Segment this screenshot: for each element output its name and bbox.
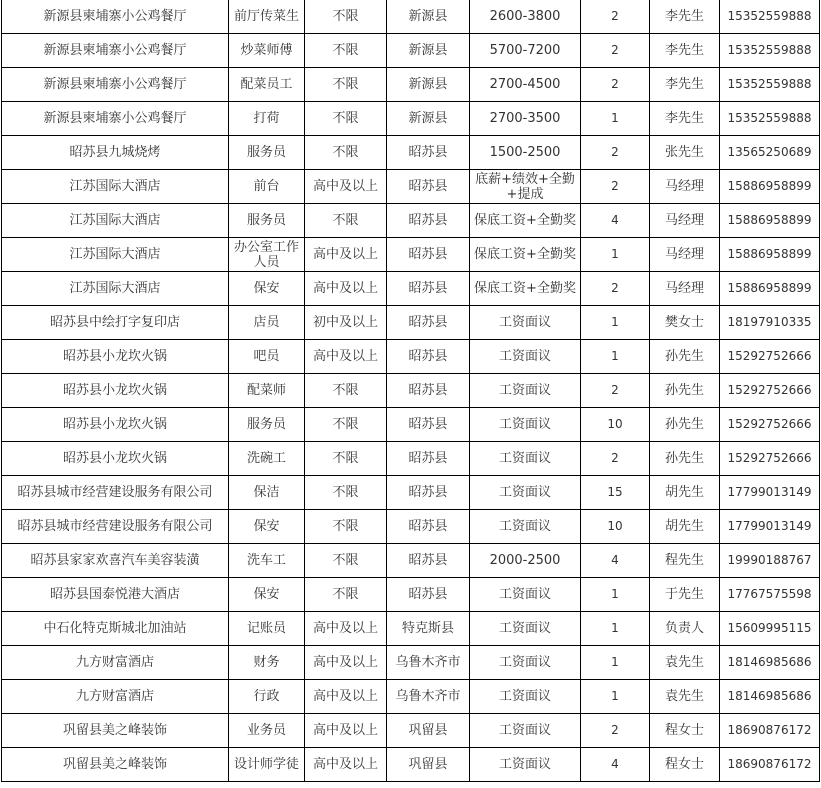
contact-person-cell: 马经理 — [650, 238, 720, 272]
education-cell: 不限 — [305, 204, 387, 238]
employer-cell: 新源县柬埔寨小公鸡餐厅 — [2, 102, 229, 136]
location-cell: 昭苏县 — [387, 408, 470, 442]
headcount-cell: 1 — [581, 680, 650, 714]
phone-cell: 18690876172 — [720, 748, 820, 782]
location-cell: 昭苏县 — [387, 306, 470, 340]
education-cell: 高中及以上 — [305, 238, 387, 272]
position-cell: 财务 — [229, 646, 305, 680]
table-row — [2, 612, 820, 646]
education-cell: 高中及以上 — [305, 170, 387, 204]
position-cell: 打荷 — [229, 102, 305, 136]
headcount-cell: 1 — [581, 306, 650, 340]
table-row — [2, 680, 820, 714]
headcount-cell: 15 — [581, 476, 650, 510]
education-cell: 高中及以上 — [305, 340, 387, 374]
location-cell: 昭苏县 — [387, 476, 470, 510]
contact-person-cell: 李先生 — [650, 102, 720, 136]
contact-person-cell: 孙先生 — [650, 408, 720, 442]
headcount-cell: 2 — [581, 374, 650, 408]
salary-cell: 工资面议 — [470, 510, 581, 544]
location-cell: 昭苏县 — [387, 340, 470, 374]
salary-cell: 工资面议 — [470, 374, 581, 408]
headcount-cell: 4 — [581, 544, 650, 578]
employer-cell: 江苏国际大酒店 — [2, 204, 229, 238]
position-cell: 前厅传菜生 — [229, 0, 305, 34]
location-cell: 特克斯县 — [387, 612, 470, 646]
salary-cell: 2600-3800 — [470, 0, 581, 34]
employer-cell: 昭苏县中绘打字复印店 — [2, 306, 229, 340]
headcount-cell: 10 — [581, 510, 650, 544]
table-row — [2, 0, 820, 34]
position-cell: 洗车工 — [229, 544, 305, 578]
position-cell: 店员 — [229, 306, 305, 340]
location-cell: 新源县 — [387, 0, 470, 34]
education-cell: 不限 — [305, 476, 387, 510]
location-cell: 昭苏县 — [387, 442, 470, 476]
position-cell: 服务员 — [229, 136, 305, 170]
table-row — [2, 442, 820, 476]
employer-cell: 巩留县美之峰装饰 — [2, 748, 229, 782]
phone-cell: 19990188767 — [720, 544, 820, 578]
contact-person-cell: 袁先生 — [650, 646, 720, 680]
contact-person-cell: 李先生 — [650, 0, 720, 34]
table-row — [2, 306, 820, 340]
headcount-cell: 2 — [581, 0, 650, 34]
table-row — [2, 238, 820, 272]
table-row — [2, 204, 820, 238]
location-cell: 乌鲁木齐市 — [387, 646, 470, 680]
job-listing-table — [1, 0, 820, 782]
table-row — [2, 272, 820, 306]
location-cell: 昭苏县 — [387, 204, 470, 238]
salary-cell: 工资面议 — [470, 612, 581, 646]
phone-cell: 18197910335 — [720, 306, 820, 340]
phone-cell: 15352559888 — [720, 68, 820, 102]
employer-cell: 江苏国际大酒店 — [2, 170, 229, 204]
position-cell: 吧员 — [229, 340, 305, 374]
headcount-cell: 1 — [581, 646, 650, 680]
contact-person-cell: 马经理 — [650, 170, 720, 204]
employer-cell: 新源县柬埔寨小公鸡餐厅 — [2, 0, 229, 34]
education-cell: 不限 — [305, 34, 387, 68]
position-cell: 炒菜师傅 — [229, 34, 305, 68]
education-cell: 初中及以上 — [305, 306, 387, 340]
headcount-cell: 1 — [581, 102, 650, 136]
phone-cell: 15352559888 — [720, 0, 820, 34]
job-listing-body — [2, 0, 820, 782]
education-cell: 高中及以上 — [305, 272, 387, 306]
salary-cell: 保底工资+全勤奖 — [470, 272, 581, 306]
phone-cell: 15886958899 — [720, 272, 820, 306]
contact-person-cell: 程女士 — [650, 714, 720, 748]
contact-person-cell: 胡先生 — [650, 476, 720, 510]
position-cell: 保安 — [229, 578, 305, 612]
employer-cell: 昭苏县城市经营建设服务有限公司 — [2, 510, 229, 544]
location-cell: 新源县 — [387, 34, 470, 68]
table-row — [2, 714, 820, 748]
table-row — [2, 102, 820, 136]
phone-cell: 13565250689 — [720, 136, 820, 170]
education-cell: 不限 — [305, 408, 387, 442]
education-cell: 高中及以上 — [305, 714, 387, 748]
position-cell: 配菜师 — [229, 374, 305, 408]
employer-cell: 昭苏县小龙坎火锅 — [2, 340, 229, 374]
contact-person-cell: 孙先生 — [650, 340, 720, 374]
position-cell: 办公室工作人员 — [229, 238, 305, 272]
position-cell: 洗碗工 — [229, 442, 305, 476]
contact-person-cell: 李先生 — [650, 34, 720, 68]
education-cell: 高中及以上 — [305, 680, 387, 714]
headcount-cell: 2 — [581, 442, 650, 476]
table-row — [2, 476, 820, 510]
salary-cell: 1500-2500 — [470, 136, 581, 170]
position-cell: 配菜员工 — [229, 68, 305, 102]
salary-cell: 工资面议 — [470, 646, 581, 680]
position-cell: 设计师学徒 — [229, 748, 305, 782]
salary-cell: 底薪+绩效+全勤+提成 — [470, 170, 581, 204]
headcount-cell: 4 — [581, 204, 650, 238]
contact-person-cell: 樊女士 — [650, 306, 720, 340]
location-cell: 昭苏县 — [387, 578, 470, 612]
contact-person-cell: 李先生 — [650, 68, 720, 102]
location-cell: 昭苏县 — [387, 544, 470, 578]
phone-cell: 18146985686 — [720, 680, 820, 714]
education-cell: 高中及以上 — [305, 748, 387, 782]
salary-cell: 保底工资+全勤奖 — [470, 204, 581, 238]
phone-cell: 15609995115 — [720, 612, 820, 646]
phone-cell: 15886958899 — [720, 238, 820, 272]
location-cell: 昭苏县 — [387, 510, 470, 544]
contact-person-cell: 马经理 — [650, 272, 720, 306]
salary-cell: 工资面议 — [470, 306, 581, 340]
position-cell: 服务员 — [229, 204, 305, 238]
table-row — [2, 68, 820, 102]
education-cell: 不限 — [305, 578, 387, 612]
education-cell: 不限 — [305, 510, 387, 544]
phone-cell: 15352559888 — [720, 102, 820, 136]
education-cell: 高中及以上 — [305, 646, 387, 680]
table-row — [2, 578, 820, 612]
salary-cell: 2700-3500 — [470, 102, 581, 136]
employer-cell: 九方财富酒店 — [2, 646, 229, 680]
location-cell: 昭苏县 — [387, 170, 470, 204]
table-row — [2, 340, 820, 374]
phone-cell: 17767575598 — [720, 578, 820, 612]
employer-cell: 昭苏县城市经营建设服务有限公司 — [2, 476, 229, 510]
position-cell: 行政 — [229, 680, 305, 714]
phone-cell: 15352559888 — [720, 34, 820, 68]
salary-cell: 工资面议 — [470, 442, 581, 476]
position-cell: 前台 — [229, 170, 305, 204]
salary-cell: 工资面议 — [470, 340, 581, 374]
position-cell: 记账员 — [229, 612, 305, 646]
table-row — [2, 646, 820, 680]
phone-cell: 18146985686 — [720, 646, 820, 680]
contact-person-cell: 胡先生 — [650, 510, 720, 544]
location-cell: 昭苏县 — [387, 136, 470, 170]
table-row — [2, 544, 820, 578]
location-cell: 昭苏县 — [387, 272, 470, 306]
employer-cell: 昭苏县九城烧烤 — [2, 136, 229, 170]
location-cell: 乌鲁木齐市 — [387, 680, 470, 714]
education-cell: 不限 — [305, 136, 387, 170]
salary-cell: 保底工资+全勤奖 — [470, 238, 581, 272]
salary-cell: 2000-2500 — [470, 544, 581, 578]
phone-cell: 15886958899 — [720, 204, 820, 238]
employer-cell: 中石化特克斯城北加油站 — [2, 612, 229, 646]
phone-cell: 17799013149 — [720, 476, 820, 510]
salary-cell: 2700-4500 — [470, 68, 581, 102]
headcount-cell: 2 — [581, 68, 650, 102]
salary-cell: 工资面议 — [470, 714, 581, 748]
headcount-cell: 2 — [581, 136, 650, 170]
headcount-cell: 2 — [581, 272, 650, 306]
location-cell: 巩留县 — [387, 748, 470, 782]
employer-cell: 新源县柬埔寨小公鸡餐厅 — [2, 68, 229, 102]
salary-cell: 工资面议 — [470, 476, 581, 510]
phone-cell: 15292752666 — [720, 408, 820, 442]
employer-cell: 新源县柬埔寨小公鸡餐厅 — [2, 34, 229, 68]
headcount-cell: 2 — [581, 170, 650, 204]
headcount-cell: 1 — [581, 340, 650, 374]
headcount-cell: 1 — [581, 612, 650, 646]
contact-person-cell: 孙先生 — [650, 374, 720, 408]
contact-person-cell: 孙先生 — [650, 442, 720, 476]
employer-cell: 昭苏县小龙坎火锅 — [2, 442, 229, 476]
location-cell: 昭苏县 — [387, 374, 470, 408]
employer-cell: 昭苏县小龙坎火锅 — [2, 408, 229, 442]
education-cell: 高中及以上 — [305, 612, 387, 646]
location-cell: 新源县 — [387, 68, 470, 102]
education-cell: 不限 — [305, 442, 387, 476]
contact-person-cell: 袁先生 — [650, 680, 720, 714]
table-row — [2, 408, 820, 442]
education-cell: 不限 — [305, 102, 387, 136]
employer-cell: 昭苏县国泰悦港大酒店 — [2, 578, 229, 612]
salary-cell: 工资面议 — [470, 578, 581, 612]
education-cell: 不限 — [305, 544, 387, 578]
phone-cell: 15886958899 — [720, 170, 820, 204]
phone-cell: 17799013149 — [720, 510, 820, 544]
position-cell: 保安 — [229, 510, 305, 544]
phone-cell: 15292752666 — [720, 340, 820, 374]
headcount-cell: 10 — [581, 408, 650, 442]
contact-person-cell: 马经理 — [650, 204, 720, 238]
phone-cell: 15292752666 — [720, 374, 820, 408]
headcount-cell: 4 — [581, 748, 650, 782]
position-cell: 服务员 — [229, 408, 305, 442]
contact-person-cell: 负责人 — [650, 612, 720, 646]
headcount-cell: 2 — [581, 34, 650, 68]
salary-cell: 5700-7200 — [470, 34, 581, 68]
employer-cell: 昭苏县家家欢喜汽车美容装潢 — [2, 544, 229, 578]
education-cell: 不限 — [305, 68, 387, 102]
salary-cell: 工资面议 — [470, 748, 581, 782]
education-cell: 不限 — [305, 374, 387, 408]
salary-cell: 工资面议 — [470, 680, 581, 714]
table-row — [2, 136, 820, 170]
contact-person-cell: 于先生 — [650, 578, 720, 612]
contact-person-cell: 程女士 — [650, 748, 720, 782]
headcount-cell: 2 — [581, 714, 650, 748]
table-row — [2, 374, 820, 408]
table-row — [2, 170, 820, 204]
location-cell: 昭苏县 — [387, 238, 470, 272]
headcount-cell: 1 — [581, 578, 650, 612]
table-row — [2, 34, 820, 68]
position-cell: 保洁 — [229, 476, 305, 510]
employer-cell: 昭苏县小龙坎火锅 — [2, 374, 229, 408]
employer-cell: 巩留县美之峰装饰 — [2, 714, 229, 748]
position-cell: 保安 — [229, 272, 305, 306]
position-cell: 业务员 — [229, 714, 305, 748]
phone-cell: 15292752666 — [720, 442, 820, 476]
education-cell: 不限 — [305, 0, 387, 34]
location-cell: 新源县 — [387, 102, 470, 136]
headcount-cell: 1 — [581, 238, 650, 272]
salary-cell: 工资面议 — [470, 408, 581, 442]
employer-cell: 江苏国际大酒店 — [2, 238, 229, 272]
contact-person-cell: 张先生 — [650, 136, 720, 170]
location-cell: 巩留县 — [387, 714, 470, 748]
table-row — [2, 510, 820, 544]
phone-cell: 18690876172 — [720, 714, 820, 748]
table-row — [2, 748, 820, 782]
contact-person-cell: 程先生 — [650, 544, 720, 578]
employer-cell: 九方财富酒店 — [2, 680, 229, 714]
employer-cell: 江苏国际大酒店 — [2, 272, 229, 306]
